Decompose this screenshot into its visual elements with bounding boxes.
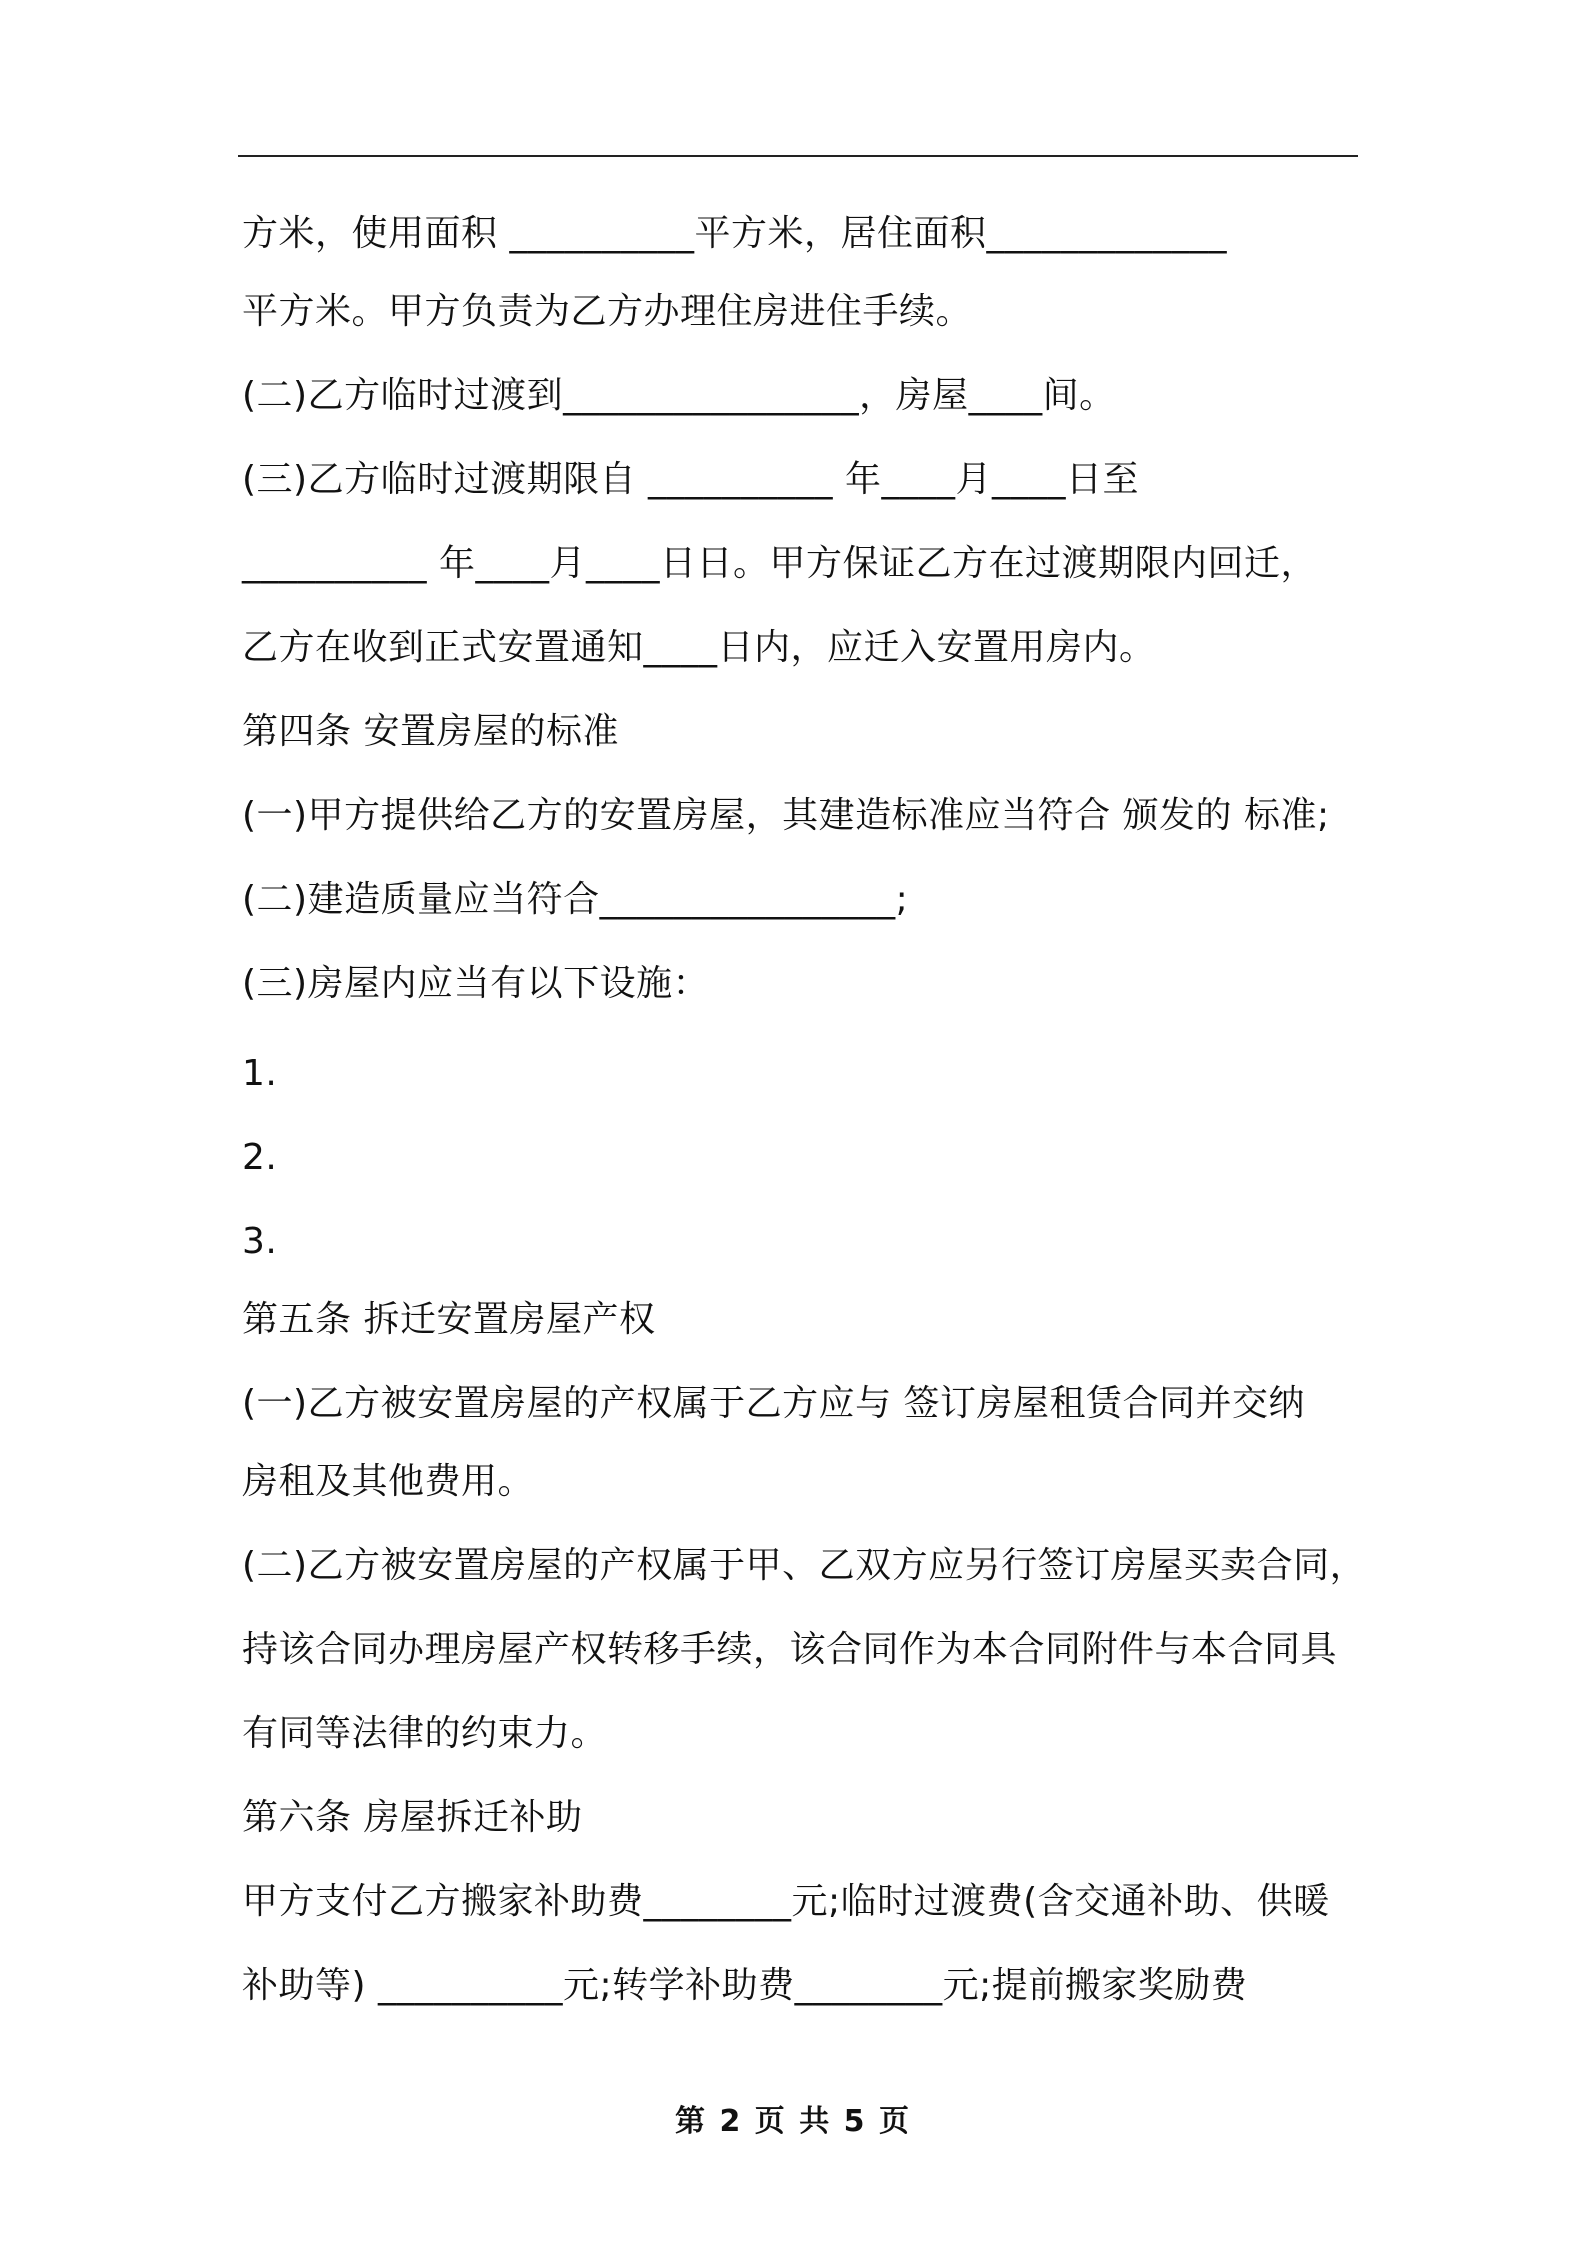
text-line: 有同等法律的约束力。 (242, 1713, 608, 1754)
text-line: 持该合同办理房屋产权转移手续，该合同作为本合同附件与本合同具 (242, 1629, 1338, 1670)
list-item: 2. (242, 1137, 278, 1178)
section-heading: 第四条 安置房屋的标准 (242, 711, 619, 752)
text-line: (一)乙方被安置房屋的产权属于乙方应与 签订房屋租赁合同并交纳 (242, 1383, 1306, 1424)
text-line: 房租及其他费用。 (242, 1461, 535, 1502)
header-rule (238, 155, 1358, 157)
text-line: (二)建造质量应当符合________________; (242, 879, 909, 920)
text-line: (二)乙方被安置房屋的产权属于甲、乙双方应另行签订房屋买卖合同， (242, 1545, 1367, 1586)
text-line: __________ 年____月____日日。甲方保证乙方在过渡期限内回迁， (242, 543, 1317, 584)
text-line: 乙方在收到正式安置通知____日内，应迁入安置用房内。 (242, 627, 1156, 668)
list-item: 1. (242, 1053, 278, 1094)
text-line: (三)乙方临时过渡期限自 __________ 年____月____日至 (242, 459, 1139, 500)
text-line: (三)房屋内应当有以下设施： (242, 963, 710, 1004)
text-line: 补助等) __________元;转学补助费________元;提前搬家奖励费 (242, 1965, 1248, 2006)
page-number: 第 2 页 共 5 页 (675, 2104, 911, 2139)
section-heading: 第六条 房屋拆迁补助 (242, 1797, 583, 1838)
text-line: 平方米。甲方负责为乙方办理住房进住手续。 (242, 291, 973, 332)
list-item: 3. (242, 1221, 278, 1262)
text-line: 方米，使用面积 __________平方米，居住面积_____________ (242, 213, 1227, 254)
text-line: 甲方支付乙方搬家补助费________元;临时过渡费(含交通补助、供暖 (242, 1881, 1330, 1922)
text-line: (二)乙方临时过渡到________________，房屋____间。 (242, 375, 1116, 416)
section-heading: 第五条 拆迁安置房屋产权 (242, 1299, 656, 1340)
text-line: (一)甲方提供给乙方的安置房屋，其建造标准应当符合 颁发的 标准; (242, 795, 1330, 836)
